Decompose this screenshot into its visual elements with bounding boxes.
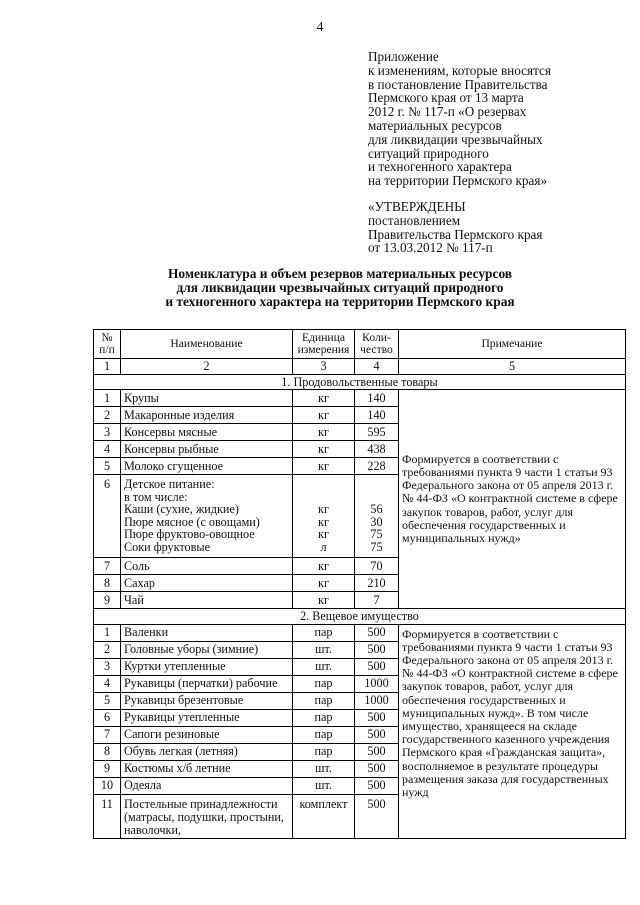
row-qty: 1000 (355, 675, 399, 692)
row-num: 6 (94, 475, 121, 558)
title-line: и техногенного характера на территории Пермского края (165, 294, 515, 309)
appendix-line: Приложение (368, 49, 439, 64)
row-name: Обувь легкая (летняя) (121, 743, 293, 760)
name-line: Детское питание: (124, 477, 215, 491)
col-number: 3 (293, 359, 355, 375)
row-unit: кг (293, 390, 355, 407)
row-name: Одеяла (121, 777, 293, 794)
row-qty (355, 475, 399, 558)
row-name: Макаронные изделия (121, 407, 293, 424)
qty-line: 75 (370, 539, 383, 554)
appendix-line: к изменениям, которые вносятся (368, 62, 551, 78)
row-name: Куртки утепленные (121, 658, 293, 675)
row-qty: 500 (355, 624, 399, 641)
row-name: Консервы мясные (121, 424, 293, 441)
row-unit: пар (293, 743, 355, 760)
table-row (94, 624, 626, 641)
row-qty: 140 (355, 407, 399, 424)
row-num: 10 (94, 777, 121, 794)
row-unit: кг (293, 558, 355, 575)
approval-line: «УТВЕРЖДЕНЫ (368, 199, 466, 214)
section1-note: Формируется в соответствии с требованиями пункта 9 части 1 статьи 93 Федерального закона от 05 апреля 2013 г. № 44-ФЗ «О контрактной системе в сфере закупок товаров, работ, услуг для обеспечения государственных и муниципальных нужд» (399, 390, 626, 609)
appendix-line: и техногенного характера (368, 159, 512, 175)
header-note: Примечание (399, 330, 626, 359)
row-num: 7 (94, 558, 121, 575)
row-qty: 140 (355, 390, 399, 407)
header-name: Наименование (121, 330, 293, 359)
appendix-line: Пермского края от 13 марта (368, 90, 524, 106)
row-qty: 210 (355, 575, 399, 592)
approval-line: Правительства Пермского края (368, 226, 543, 242)
row-qty: 500 (355, 760, 399, 777)
appendix-line: для ликвидации чрезвычайных (368, 131, 543, 147)
row-unit: кг (293, 458, 355, 475)
name-line: Каши (сухие, жидкие) (124, 502, 239, 516)
row-num: 4 (94, 441, 121, 458)
row-qty: 438 (355, 441, 399, 458)
row-name: Молоко сгущенное (121, 458, 293, 475)
row-unit: шт. (293, 658, 355, 675)
column-number-row (94, 359, 626, 375)
row-qty: 1000 (355, 692, 399, 709)
appendix-line: в постановление Правительства (368, 76, 548, 92)
name-line: Соки фруктовые (124, 539, 211, 554)
row-num: 9 (94, 592, 121, 609)
qty-line: 56 (370, 502, 383, 516)
name-line: Пюре мясное (с овощами) (124, 514, 260, 529)
section-title: 1. Продовольственные товары (94, 374, 626, 390)
row-num: 6 (94, 709, 121, 726)
row-num: 9 (94, 760, 121, 777)
row-unit: пар (293, 692, 355, 709)
section2-note: Формируется в соответствии с требованиями пункта 9 части 1 статьи 93 Федерального закона от 05 апреля 2013 г. № 44-ФЗ «О контрактной системе в сфере закупок товаров, работ, услуг для обеспечения государственных и муниципальных нужд». В том числе имущество, хранящееся на складе государственного казенного учреждения Пермского края «Гражданская защита», восполняемое в результате процедуры размещения заказа для государственных нужд (399, 624, 626, 838)
approval-line: постановлением (368, 212, 461, 228)
row-name: Костюмы х/б летние (121, 760, 293, 777)
row-num: 8 (94, 743, 121, 760)
approval-line: от 13.03.2012 № 117-п (368, 240, 493, 256)
section-row (94, 609, 626, 625)
header-num: № п/п (94, 330, 121, 359)
qty-line: 75 (370, 527, 383, 541)
unit-line: кг (318, 527, 329, 541)
section-title: 2. Вещевое имущество (94, 609, 626, 625)
row-name: Сапоги резиновые (121, 726, 293, 743)
row-num: 2 (94, 641, 121, 658)
qty-line: 30 (370, 514, 383, 529)
page-number: 4 (316, 20, 324, 35)
row-num: 7 (94, 726, 121, 743)
row-qty: 500 (355, 641, 399, 658)
row-unit: шт. (293, 777, 355, 794)
appendix-line: ситуаций природного (368, 145, 489, 161)
name-line: в том числе: (124, 489, 188, 504)
row-qty: 595 (355, 424, 399, 441)
row-name: Головные уборы (зимние) (121, 641, 293, 658)
row-name: Консервы рыбные (121, 441, 293, 458)
unit-line: кг (318, 514, 329, 529)
row-unit: кг (293, 575, 355, 592)
row-unit: комплект (293, 794, 355, 838)
row-name: Сахар (121, 575, 293, 592)
row-name: Постельные принадлежности (матрасы, подушки, простыни, наволочки, (121, 794, 293, 838)
table-row (94, 390, 626, 407)
row-unit: кг (293, 592, 355, 609)
row-qty: 500 (355, 743, 399, 760)
row-num: 11 (94, 794, 121, 838)
row-name: Рукавицы утепленные (121, 709, 293, 726)
row-num: 2 (94, 407, 121, 424)
row-unit: пар (293, 624, 355, 641)
row-qty: 500 (355, 794, 399, 838)
col-number: 5 (399, 359, 626, 375)
row-unit: пар (293, 726, 355, 743)
row-name: Соль (121, 558, 293, 575)
row-qty: 228 (355, 458, 399, 475)
row-name: Чай (121, 592, 293, 609)
unit-line: кг (318, 502, 329, 516)
row-unit: пар (293, 709, 355, 726)
row-name (121, 475, 293, 558)
unit-line: л (320, 539, 327, 554)
row-unit: шт. (293, 641, 355, 658)
col-number: 4 (355, 359, 399, 375)
title-line: Номенклатура и объем резервов материальных ресурсов (167, 266, 513, 281)
row-num: 3 (94, 658, 121, 675)
row-unit: шт. (293, 760, 355, 777)
appendix-line: 2012 г. № 117-п «О резервах (368, 104, 527, 120)
row-num: 8 (94, 575, 121, 592)
col-number: 1 (94, 359, 121, 375)
row-num: 5 (94, 692, 121, 709)
row-num: 5 (94, 458, 121, 475)
row-unit: кг (293, 407, 355, 424)
appendix-line: материальных ресурсов (368, 117, 502, 133)
row-unit: пар (293, 675, 355, 692)
row-qty: 500 (355, 726, 399, 743)
row-name: Валенки (121, 624, 293, 641)
row-num: 1 (94, 624, 121, 641)
resources-table (93, 329, 626, 839)
title-line: для ликвидации чрезвычайных ситуаций природного (176, 280, 504, 295)
row-unit: кг (293, 424, 355, 441)
row-name: Крупы (121, 390, 293, 407)
row-qty: 500 (355, 658, 399, 675)
row-num: 4 (94, 675, 121, 692)
row-qty: 500 (355, 709, 399, 726)
header-qty: Коли-чество (355, 330, 399, 359)
row-name: Рукавицы (перчатки) рабочие (121, 675, 293, 692)
name-line: Пюре фруктово-овощное (124, 527, 255, 541)
appendix-heading (368, 50, 633, 188)
row-num: 1 (94, 390, 121, 407)
row-name: Рукавицы брезентовые (121, 692, 293, 709)
row-unit (293, 475, 355, 558)
row-qty: 500 (355, 777, 399, 794)
header-unit: Единица измерения (293, 330, 355, 359)
section-row (94, 374, 626, 390)
row-num: 3 (94, 424, 121, 441)
document-title (60, 267, 620, 309)
row-qty: 70 (355, 558, 399, 575)
row-unit: кг (293, 441, 355, 458)
approval-block (368, 200, 633, 255)
row-qty: 7 (355, 592, 399, 609)
table-header-row (94, 330, 626, 359)
appendix-line: на территории Пермского края» (368, 173, 548, 189)
col-number: 2 (121, 359, 293, 375)
